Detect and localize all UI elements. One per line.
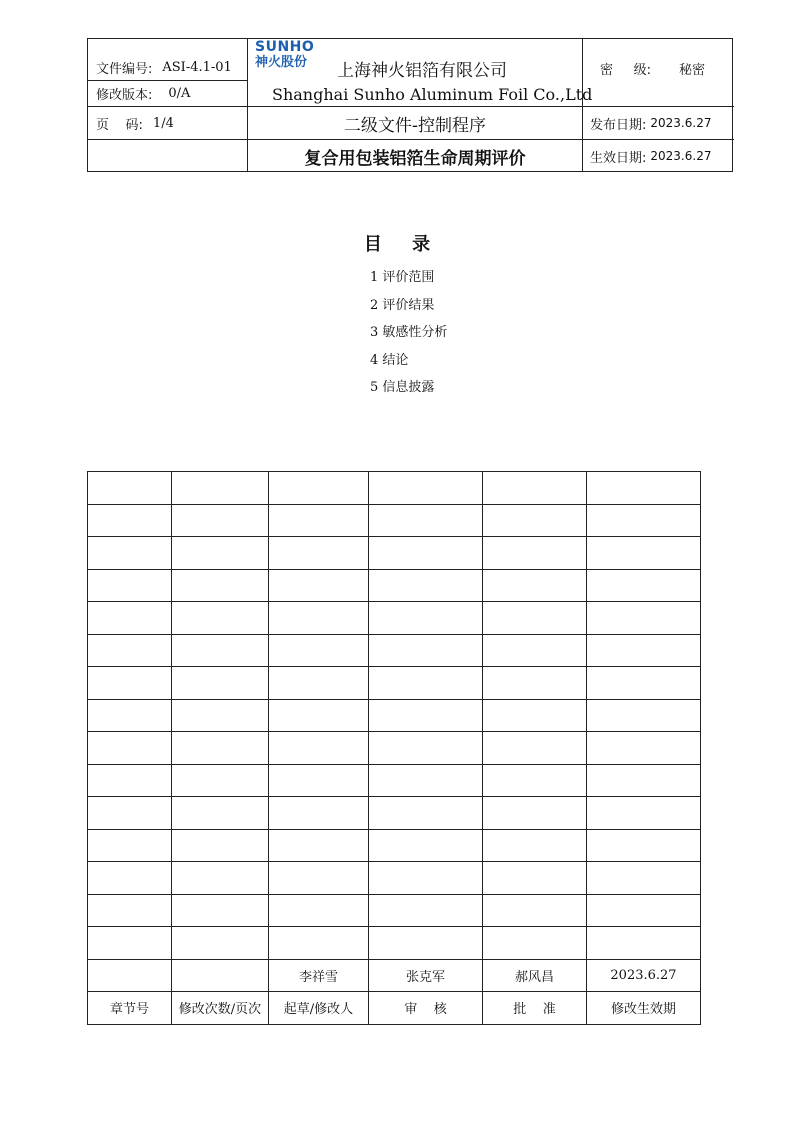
table-cell xyxy=(587,732,701,765)
toc-item: 4 结论 xyxy=(370,352,409,368)
issue-date-label: 发布日期: xyxy=(590,117,647,133)
table-cell xyxy=(483,797,587,830)
table-cell xyxy=(587,797,701,830)
table-row xyxy=(88,862,701,895)
document-title: 复合用包装铝箔生命周期评价 xyxy=(304,148,526,169)
table-row xyxy=(88,699,701,732)
reviewer-signature: 张克军 xyxy=(369,959,483,992)
revision-label: 修改版本: xyxy=(96,88,153,103)
table-cell xyxy=(587,537,701,570)
table-cell xyxy=(269,764,369,797)
table-cell xyxy=(172,797,269,830)
table-row xyxy=(88,537,701,570)
effective-date-label: 生效日期: xyxy=(590,150,647,166)
table-cell xyxy=(88,537,172,570)
signature-cell xyxy=(88,959,172,992)
table-row xyxy=(88,894,701,927)
table-cell xyxy=(88,732,172,765)
table-cell xyxy=(172,602,269,635)
table-cell xyxy=(369,862,483,895)
table-cell xyxy=(172,667,269,700)
table-cell xyxy=(587,894,701,927)
table-cell xyxy=(88,862,172,895)
doc-no-value: ASI-4.1-01 xyxy=(162,59,232,75)
table-cell xyxy=(88,602,172,635)
table-cell xyxy=(483,569,587,602)
table-cell xyxy=(587,862,701,895)
table-cell xyxy=(172,764,269,797)
table-cell xyxy=(88,927,172,960)
logo-cn: 神火股份 xyxy=(255,55,308,70)
table-cell xyxy=(88,569,172,602)
table-cell xyxy=(483,472,587,505)
toc-item: 5 信息披露 xyxy=(370,380,435,395)
table-cell xyxy=(369,602,483,635)
page-row xyxy=(96,107,174,139)
table-cell xyxy=(369,569,483,602)
table-row xyxy=(88,829,701,862)
effective-date-row xyxy=(590,140,711,172)
table-cell xyxy=(172,634,269,667)
page-value: 1/4 xyxy=(152,115,174,131)
table-cell xyxy=(369,472,483,505)
table-cell xyxy=(587,829,701,862)
header-revision-count: 修改次数/页次 xyxy=(172,992,269,1025)
table-cell xyxy=(369,667,483,700)
toc-item: 2 评价结果 xyxy=(370,297,435,313)
table-cell xyxy=(269,862,369,895)
table-row xyxy=(88,504,701,537)
toc-item: 1 评价范围 xyxy=(370,270,435,285)
table-header-row xyxy=(88,992,701,1025)
header-chapter: 章节号 xyxy=(88,992,172,1025)
table-cell xyxy=(88,667,172,700)
header-drafter: 起草/修改人 xyxy=(269,992,369,1025)
table-row xyxy=(88,569,701,602)
table-cell xyxy=(483,894,587,927)
table-cell xyxy=(369,927,483,960)
table-cell xyxy=(269,504,369,537)
toc-item: 3 敏感性分析 xyxy=(370,325,448,340)
table-cell xyxy=(269,537,369,570)
table-row xyxy=(88,667,701,700)
table-cell xyxy=(483,504,587,537)
table-cell xyxy=(269,829,369,862)
table-row xyxy=(88,602,701,635)
table-cell xyxy=(369,699,483,732)
table-cell xyxy=(269,634,369,667)
table-cell xyxy=(483,634,587,667)
secret-value: 秘密 xyxy=(679,62,706,78)
signature-row xyxy=(88,959,701,992)
table-cell xyxy=(88,472,172,505)
table-cell xyxy=(172,829,269,862)
table-cell xyxy=(269,732,369,765)
approver-signature: 郝风昌 xyxy=(483,959,587,992)
table-cell xyxy=(483,927,587,960)
table-cell xyxy=(269,602,369,635)
table-cell xyxy=(269,472,369,505)
table-of-contents xyxy=(370,268,447,406)
table-row xyxy=(88,472,701,505)
table-cell xyxy=(172,472,269,505)
effective-date-value: 2023.6.27 xyxy=(650,149,712,163)
table-cell xyxy=(88,829,172,862)
table-cell xyxy=(172,862,269,895)
toc-title: 目 录 xyxy=(363,234,443,255)
table-cell xyxy=(269,667,369,700)
table-cell xyxy=(369,764,483,797)
table-cell xyxy=(88,699,172,732)
table-cell xyxy=(587,602,701,635)
revision-table-body xyxy=(88,472,701,1025)
table-cell xyxy=(587,699,701,732)
table-cell xyxy=(369,537,483,570)
table-cell xyxy=(483,667,587,700)
table-row xyxy=(88,732,701,765)
table-cell xyxy=(483,537,587,570)
effective-date-signature: 2023.6.27 xyxy=(587,959,701,992)
table-cell xyxy=(587,504,701,537)
issue-date-row xyxy=(590,107,711,139)
table-cell xyxy=(483,602,587,635)
revision-history-table xyxy=(87,471,701,1025)
doc-no-label: 文件编号: xyxy=(96,61,153,77)
table-cell xyxy=(483,829,587,862)
table-cell xyxy=(88,764,172,797)
secret-label: 密 级: xyxy=(600,62,652,78)
table-cell xyxy=(172,732,269,765)
secret-row xyxy=(600,53,705,83)
table-cell xyxy=(172,699,269,732)
table-cell xyxy=(88,504,172,537)
header-effective-date: 修改生效期 xyxy=(587,992,701,1025)
table-cell xyxy=(269,699,369,732)
revision-value: 0/A xyxy=(168,86,191,101)
table-row xyxy=(88,797,701,830)
table-cell xyxy=(172,894,269,927)
table-cell xyxy=(483,732,587,765)
table-row xyxy=(88,927,701,960)
issue-date-value: 2023.6.27 xyxy=(650,116,712,130)
table-cell xyxy=(88,894,172,927)
table-cell xyxy=(587,569,701,602)
table-cell xyxy=(483,862,587,895)
table-cell xyxy=(88,634,172,667)
table-cell xyxy=(483,764,587,797)
company-name-cn: 上海神火铝箔有限公司 xyxy=(337,60,507,81)
table-cell xyxy=(269,569,369,602)
table-cell xyxy=(587,472,701,505)
document-header xyxy=(87,38,733,172)
header-reviewer: 审 核 xyxy=(369,992,483,1025)
table-cell xyxy=(172,537,269,570)
table-cell xyxy=(587,634,701,667)
table-cell xyxy=(369,894,483,927)
doc-no-row xyxy=(96,52,232,82)
header-approver: 批 准 xyxy=(483,992,587,1025)
table-cell xyxy=(269,797,369,830)
document-level: 二级文件-控制程序 xyxy=(343,115,487,136)
table-cell xyxy=(369,829,483,862)
table-cell xyxy=(369,732,483,765)
table-row xyxy=(88,634,701,667)
table-cell xyxy=(587,927,701,960)
table-cell xyxy=(369,634,483,667)
table-cell xyxy=(269,927,369,960)
table-cell xyxy=(369,504,483,537)
table-cell xyxy=(483,699,587,732)
table-cell xyxy=(172,569,269,602)
table-cell xyxy=(587,764,701,797)
page-label: 页 码: xyxy=(96,117,143,133)
table-cell xyxy=(587,667,701,700)
drafter-signature: 李祥雪 xyxy=(269,959,369,992)
table-row xyxy=(88,764,701,797)
revision-row xyxy=(96,81,190,106)
table-cell xyxy=(269,894,369,927)
logo-en: SUNHO xyxy=(255,39,315,55)
table-cell xyxy=(172,504,269,537)
table-cell xyxy=(172,927,269,960)
table-cell xyxy=(369,797,483,830)
signature-cell xyxy=(172,959,269,992)
table-cell xyxy=(88,797,172,830)
company-name-en: Shanghai Sunho Aluminum Foil Co.,Ltd xyxy=(272,84,593,104)
company-logo xyxy=(255,40,319,69)
